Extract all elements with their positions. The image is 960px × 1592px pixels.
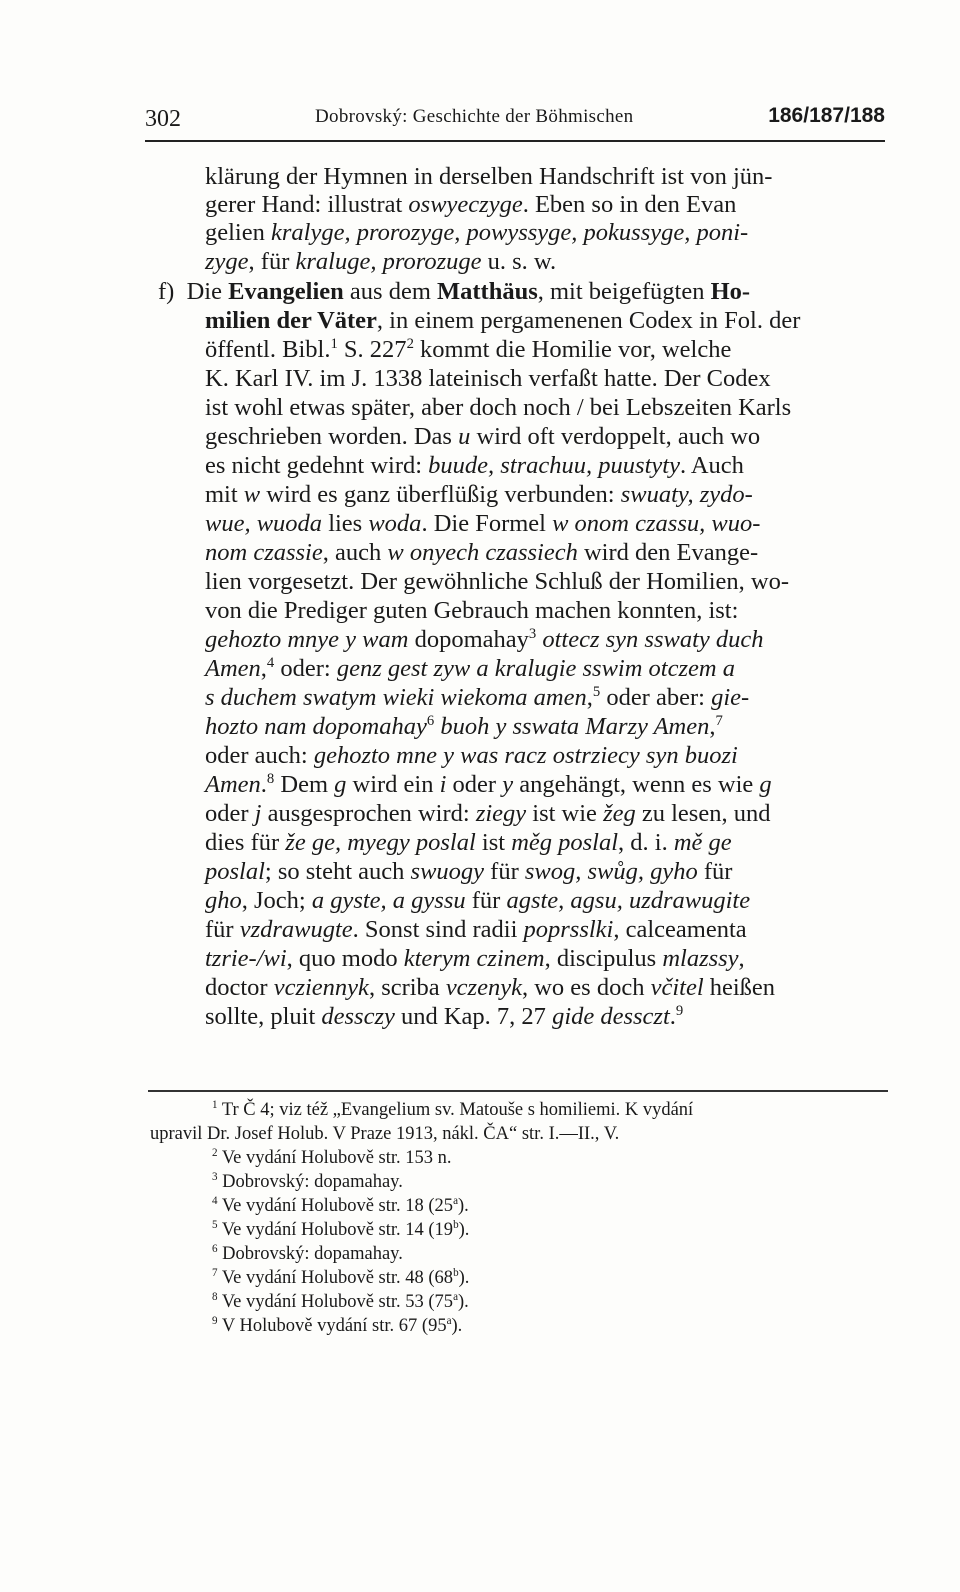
- text-line: wue, wuoda lies woda. Die Formel w onom czassu, wuo-: [205, 510, 761, 537]
- footnote-line: $^2$ Ve vydání Holubově str. 153 n.: [212, 1146, 452, 1168]
- text-line: f) Die Evangelien aus dem Matthäus, mit beigefügten Ho-: [158, 278, 751, 305]
- text-line: ist wohl etwas später, aber doch noch / bei Lebszeiten Karls: [205, 394, 792, 421]
- section-range: 186/187/188: [768, 104, 885, 127]
- text-line: gehozto mnye y wam dopomahay$^3$ ottecz syn sswaty duch: [205, 625, 764, 653]
- text-line: lien vorgesetzt. Der gewöhnliche Schluß der Homilien, wo-: [205, 568, 789, 595]
- text-line: hozto nam dopomahay$^6$ buoh y sswata Marzy Amen,$^7$: [205, 712, 723, 740]
- text-line: es nicht gedehnt wird: buude, strachuu, puustyty. Auch: [205, 452, 744, 479]
- text-line: klärung der Hymnen in derselben Handschrift ist von jün-: [205, 163, 773, 190]
- text-line: poslal; so steht auch swuogy für swog, swůg, gyho für: [205, 858, 733, 885]
- text-line: oder j ausgesprochen wird: ziegy ist wie žeg zu lesen, und: [205, 800, 771, 827]
- text-line: gelien kralyge, prorozyge, powyssyge, pokussyge, poni-: [205, 219, 749, 246]
- running-header: [145, 92, 885, 142]
- footnote-line: $^8$ Ve vydání Holubově str. 53 (75$^a$).: [212, 1290, 469, 1312]
- text-line: öffentl. Bibl.$^1$ S. $227^2$ kommt die Homilie vor, welche: [205, 335, 732, 363]
- text-line: mit w wird es ganz überflüßig verbunden: swuaty, zydo-: [205, 481, 753, 508]
- footnote-line: $^6$ Dobrovský: dopamahay.: [212, 1242, 403, 1264]
- footnote-line: $^3$ Dobrovský: dopamahay.: [212, 1170, 403, 1192]
- text-line: milien der Väter, in einem pergamenenen Codex in Fol. der: [205, 307, 801, 334]
- text-line: dies für že ge, myegy poslal ist měg poslal, d. i. mě ge: [205, 829, 732, 856]
- footnote-rule: [148, 1090, 888, 1092]
- text-line: sollte, pluit dessczy und Kap. 7, 27 gide dessczt.$^9$: [205, 1002, 684, 1030]
- text-line: doctor vcziennyk, scriba vczenyk, wo es doch včitel heißen: [205, 974, 776, 1001]
- footnote-line: upravil Dr. Josef Holub. V Praze 1913, nákl. ČA“ str. I.—II., V.: [150, 1124, 620, 1144]
- text-line: Amen,$^4$ oder: genz gest zyw a kralugie sswim otczem a: [205, 654, 735, 682]
- text-line: Amen.$^8$ Dem g wird ein i oder y angehängt, wenn es wie g: [205, 770, 772, 798]
- text-line: geschrieben worden. Das u wird oft verdoppelt, auch wo: [205, 423, 761, 450]
- footnote-line: $^5$ Ve vydání Holubově str. 14 (19$^b$).: [212, 1218, 470, 1240]
- text-line: tzrie-/wi, quo modo kterym czinem, discipulus mlazssy,: [205, 945, 745, 972]
- text-line: oder auch: gehozto mne y was racz ostrziecy syn buozi: [205, 742, 738, 769]
- footnote-line: $^1$ Tr Č 4; viz též „Evangelium sv. Matouše s homiliemi. K vydání: [212, 1098, 694, 1120]
- text-line: gho, Joch; a gyste, a gyssu für agste, agsu, uzdrawugite: [205, 887, 751, 914]
- footnote-line: $^9$ V Holubově vydání str. 67 (95$^a$).: [212, 1314, 463, 1336]
- text-line: s duchem swatym wieki wiekoma amen,$^5$ oder aber: gie-: [205, 683, 750, 711]
- footnote-line: $^4$ Ve vydání Holubově str. 18 (25$^a$).: [212, 1194, 469, 1216]
- running-title: Dobrovský: Geschichte der Böhmischen: [315, 106, 634, 127]
- text-line: K. Karl IV. im J. 1338 lateinisch verfaßt hatte. Der Codex: [205, 365, 771, 392]
- text-line: zyge, für kraluge, prorozuge u. s. w.: [205, 248, 557, 275]
- text-line: gerer Hand: illustrat oswyeczyge. Eben so in den Evan: [205, 191, 737, 218]
- text-line: nom czassie, auch w onyech czassiech wird den Evange-: [205, 539, 759, 566]
- text-line: für vzdrawugte. Sonst sind radii poprsslki, calceamenta: [205, 916, 747, 943]
- footnote-line: $^7$ Ve vydání Holubově str. 48 (68$^b$).: [212, 1266, 470, 1288]
- page-number: 302: [145, 106, 181, 132]
- text-line: von die Prediger guten Gebrauch machen konnten, ist:: [205, 597, 739, 624]
